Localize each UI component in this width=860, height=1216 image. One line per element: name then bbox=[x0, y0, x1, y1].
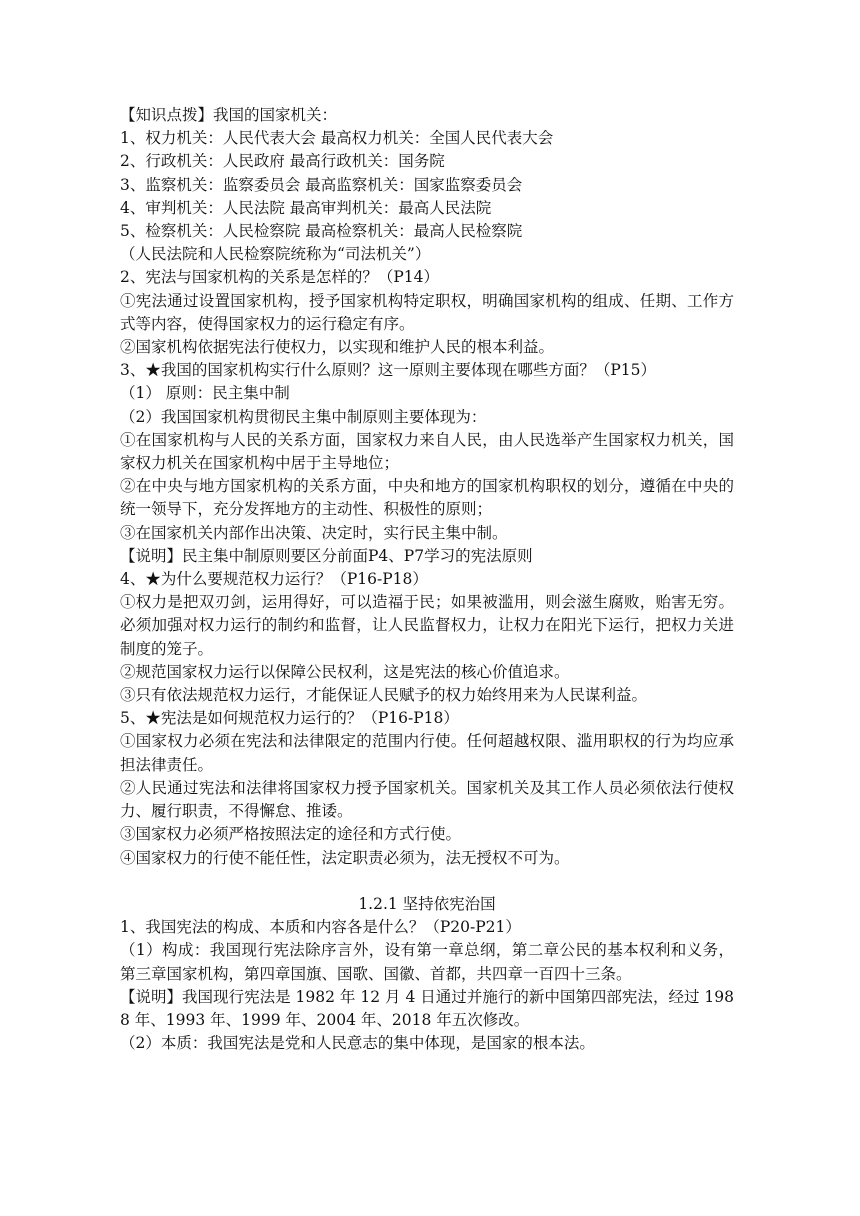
question-5-point-4: ④国家权力的行使不能任性，法定职责必须为，法无授权不可为。 bbox=[120, 848, 570, 867]
organ-item-judicial: 4、审判机关：人民法院 最高审判机关：最高人民法院 bbox=[120, 198, 492, 217]
question-2-point-1: ①宪法通过设置国家机构，授予国家机构特定职权，明确国家机构的组成、任期、工作方式等内容，使得国家权力的运行稳定有序。 bbox=[120, 291, 734, 333]
question-3-point-1: ①在国家机构与人民的关系方面，国家权力来自人民，由人民选举产生国家权力机关，国家权力机关在国家机构中居于主导地位； bbox=[120, 430, 734, 473]
question-5-point-1: ①国家权力必须在宪法和法律限定的范围内行使。任何超越权限、滥用职权的行为均应承担法律责任。 bbox=[120, 732, 734, 774]
question-4-heading: 4、★为什么要规范权力运行？（P16-P18） bbox=[120, 570, 428, 589]
organ-item-procuratorial: 5、检察机关：人民检察院 最高检察机关：最高人民检察院 bbox=[120, 222, 523, 241]
question-2-heading: 2、宪法与国家机构的关系是怎样的？（P14） bbox=[120, 268, 440, 287]
organ-item-supervisory: 3、监察机关：监察委员会 最高监察机关：国家监察委员会 bbox=[120, 175, 523, 194]
document-body bbox=[120, 104, 734, 1055]
constitution-history-note: 【说明】我国现行宪法是 1982 年 12 月 4 日通过并施行的新中国第四部宪法，经过 1988 年、1993 年、1999 年、2004 年、2018 年五次修改。 bbox=[120, 987, 734, 1029]
organ-item-administrative: 2、行政机关：人民政府 最高行政机关：国务院 bbox=[120, 152, 445, 171]
question-3-manifestation-heading: （2）我国国家机构贯彻民主集中制原则主要体现为： bbox=[120, 407, 487, 426]
question-5-point-3: ③国家权力必须严格按照法定的途径和方式行使。 bbox=[120, 825, 462, 844]
question-2-point-2: ②国家机构依据宪法行使权力，以实现和维护人民的根本利益。 bbox=[120, 338, 555, 357]
judicial-organs-note: （人民法院和人民检察院统称为“司法机关”） bbox=[120, 245, 431, 264]
question-4-point-3: ③只有依法规范权力运行，才能保证人民赋予的权力始终用来为人民谋利益。 bbox=[120, 686, 648, 705]
question-5-heading: 5、★宪法是如何规范权力运行的？（P16-P18） bbox=[120, 709, 459, 728]
constitution-structure: （1）构成：我国现行宪法除序言外，设有第一章总纲，第二章公民的基本权利和义务，第三章国家机构，第四章国旗、国歌、国徽、首都，共四章一百四十三条。 bbox=[120, 941, 734, 983]
knowledge-tip-heading: 【知识点拨】我国的国家机关： bbox=[120, 106, 338, 124]
question-3-point-2: ②在中央与地方国家机构的关系方面，中央和地方的国家机构职权的划分，遵循在中央的统一领导下，充分发挥地方的主动性、积极性的原则； bbox=[120, 477, 734, 519]
organ-item-power: 1、权力机关：人民代表大会 最高权力机关：全国人民代表大会 bbox=[120, 129, 554, 148]
question-4-point-1: ①权力是把双刃剑，运用得好，可以造福于民；如果被滥用，则会滋生腐败，贻害无穷。必须加强对权力运行的制约和监督，让人民监督权力，让权力在阳光下运行，把权力关进制度的笼子。 bbox=[120, 593, 734, 658]
section-question-1-heading: 1、我国宪法的构成、本质和内容各是什么？（P20-P21） bbox=[120, 918, 521, 937]
principle-note: 【说明】民主集中制原则要区分前面P4、P7学习的宪法原则 bbox=[120, 546, 533, 565]
question-5-point-2: ②人民通过宪法和法律将国家权力授予国家机关。国家机关及其工作人员必须依法行使权力、履行职责，不得懈怠、推诿。 bbox=[120, 778, 734, 821]
question-4-point-2: ②规范国家权力运行以保障公民权利，这是宪法的核心价值追求。 bbox=[120, 662, 570, 681]
question-3-principle: （1） 原则：民主集中制 bbox=[120, 384, 290, 403]
question-3-point-3: ③在国家机关内部作出决策、决定时，实行民主集中制。 bbox=[120, 523, 508, 542]
blank-line bbox=[120, 870, 734, 893]
constitution-essence: （2）本质：我国宪法是党和人民意志的集中体现，是国家的根本法。 bbox=[120, 1034, 595, 1053]
section-title: 1.2.1 坚持依宪治国 bbox=[358, 894, 496, 913]
question-3-heading: 3、★我国的国家机构实行什么原则？这一原则主要体现在哪些方面？（P15） bbox=[120, 361, 657, 380]
